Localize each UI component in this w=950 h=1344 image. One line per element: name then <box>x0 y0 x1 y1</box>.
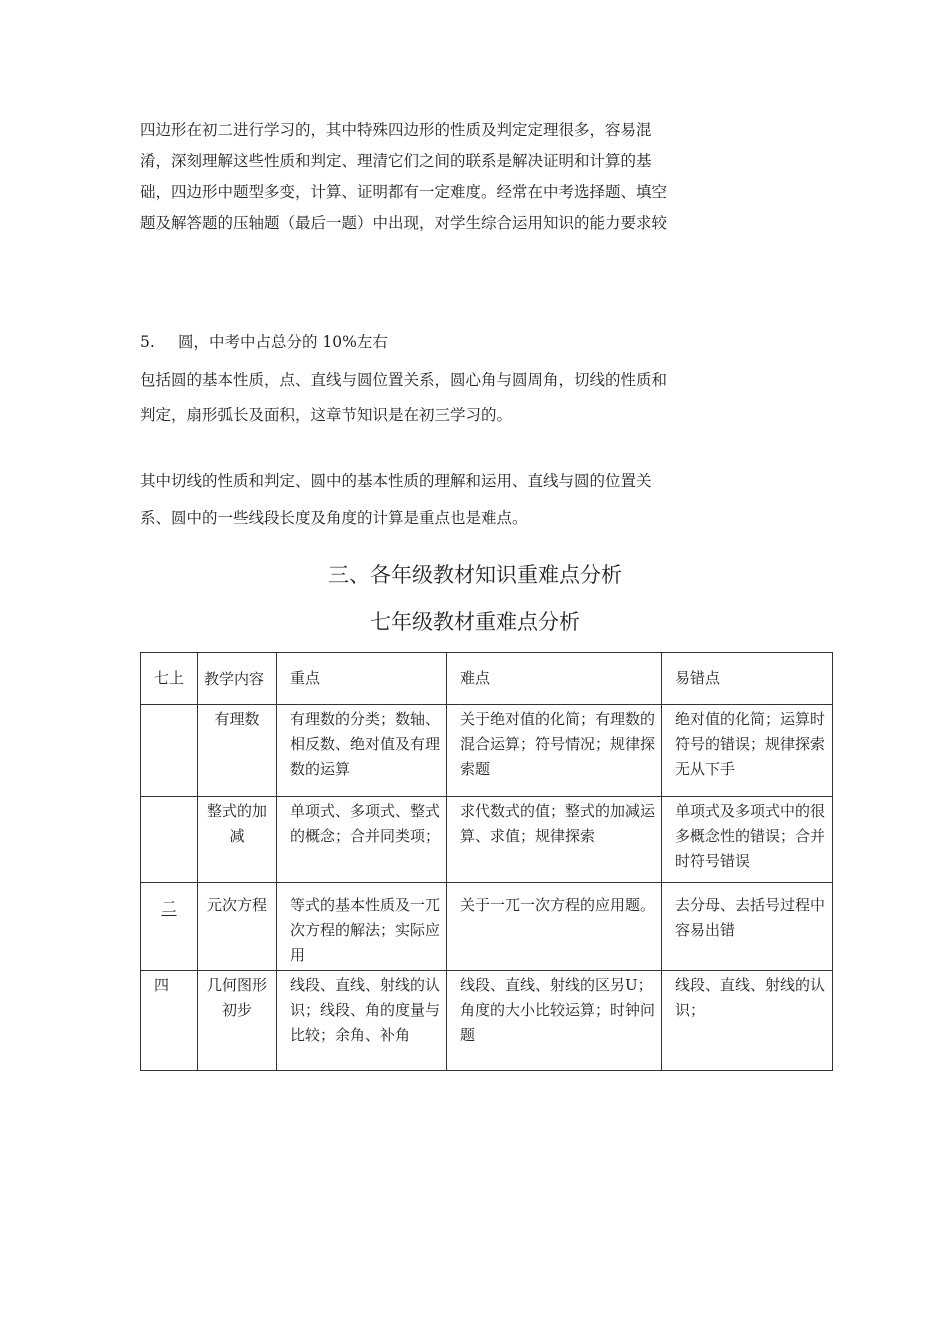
row-key: 有理数的分类；数轴、相反数、绝对值及有理数的运算 <box>277 705 447 797</box>
item5-key-line: 其中切线的性质和判定、圆中的基本性质的理解和运用、直线与圆的位置关 <box>140 472 652 490</box>
row-key: 线段、直线、射线的认识；线段、角的度量与比较；余角、补角 <box>277 971 447 1071</box>
row-errors: 线段、直线、射线的认识； <box>662 971 833 1071</box>
intro-line: 淆，深刻理解这些性质和判定、理清它们之间的联系是解决证明和计算的基 <box>140 152 652 170</box>
row-difficulty: 线段、直线、射线的区另U；角度的大小比较运算；时钟问题 <box>447 971 662 1071</box>
header-difficulty: 难点 <box>447 653 662 705</box>
grade7-difficulty-table <box>140 652 833 1071</box>
item5-number: 5. <box>140 333 155 351</box>
row-topic: 几何图形初步 <box>198 971 277 1071</box>
row-grade <box>141 797 198 883</box>
row-errors: 绝对值的化简；运算时符号的错误；规律探索无从下手 <box>662 705 833 797</box>
row-topic: 有理数 <box>198 705 277 797</box>
row-key: 单项式、多项式、整式的概念；合并同类项； <box>277 797 447 883</box>
table-row <box>141 797 833 883</box>
row-topic: 元次方程 <box>198 883 277 971</box>
item5-title: 圆，中考中占总分的 10%左右 <box>178 333 388 351</box>
row-grade <box>141 883 198 971</box>
row-topic: 整式的加减 <box>198 797 277 883</box>
item5-key-line: 系、圆中的一些线段长度及角度的计算是重点也是难点。 <box>140 509 528 527</box>
row-difficulty: 关于一兀一次方程的应用题。 <box>447 883 662 971</box>
row-grade-text: 二 <box>161 898 177 916</box>
intro-line: 四边形在初二进行学习的，其中特殊四边形的性质及判定定理很多，容易混 <box>140 121 652 139</box>
row-grade: 四 <box>141 971 198 1071</box>
item5-desc-line: 判定，扇形弧长及面积，这章节知识是在初三学习的。 <box>140 406 513 424</box>
table-header-row <box>141 653 833 705</box>
table-row <box>141 705 833 797</box>
item5-desc-line: 包括圆的基本性质，点、直线与圆位置关系，圆心角与圆周角，切线的性质和 <box>140 371 668 389</box>
header-key: 重点 <box>277 653 447 705</box>
row-key: 等式的基本性质及一兀次方程的解法；实际应用 <box>277 883 447 971</box>
header-errors: 易错点 <box>662 653 833 705</box>
section-title: 三、各年级教材知识重难点分析 <box>328 563 622 587</box>
row-difficulty: 关于绝对值的化简；有理数的混合运算；符号情况；规律探索题 <box>447 705 662 797</box>
row-grade <box>141 705 198 797</box>
intro-line: 题及解答题的压轴题（最后一题）中出现，对学生综合运用知识的能力要求较 <box>140 214 668 232</box>
row-errors: 去分母、去括号过程中容易出错 <box>662 883 833 971</box>
table-row <box>141 883 833 971</box>
intro-line: 础，四边形中题型多变，计算、证明都有一定难度。经常在中考选择题、填空 <box>140 183 668 201</box>
header-topic: 教学内容 <box>198 653 277 705</box>
subsection-title: 七年级教材重难点分析 <box>370 610 580 634</box>
row-errors: 单项式及多项式中的很多概念性的错误；合并时符号错误 <box>662 797 833 883</box>
table-row <box>141 971 833 1071</box>
item5-heading <box>140 328 388 356</box>
header-grade: 七上 <box>141 653 198 705</box>
row-difficulty: 求代数式的值；整式的加减运算、求值；规律探索 <box>447 797 662 883</box>
